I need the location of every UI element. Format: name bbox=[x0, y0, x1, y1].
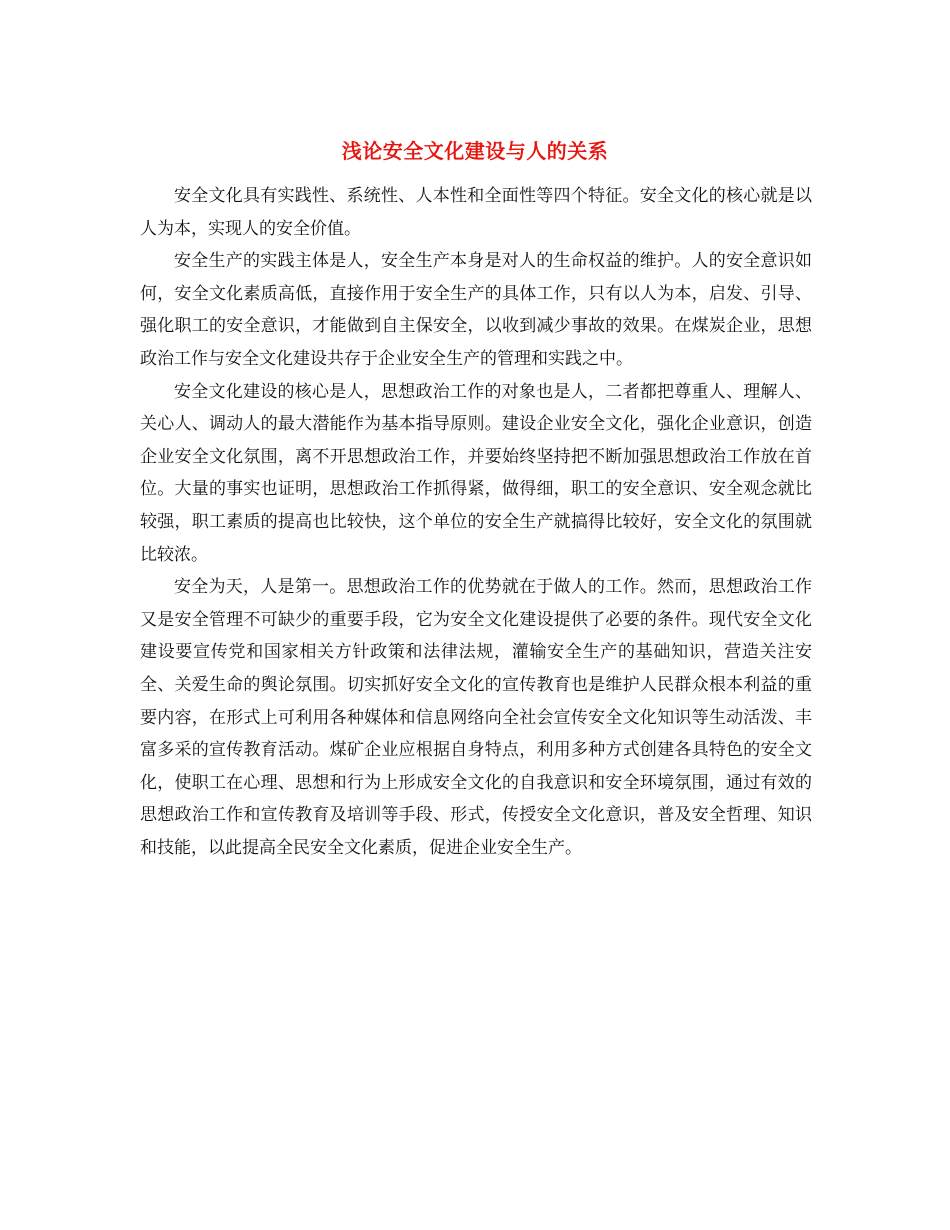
paragraph-4: 安全为天，人是第一。思想政治工作的优势就在于做人的工作。然而，思想政治工作又是安全管理不可缺少的重要手段，它为安全文化建设提供了必要的条件。现代安全文化建设要宣传党和国家相关方针政策和法律法规，灌输安全生产的基础知识，营造关注安全、关爱生命的舆论氛围。切实抓好安全文化的宣传教育也是维护人民群众根本利益的重要内容，在形式上可利用各种媒体和信息网络向全社会宣传安全文化知识等生动活泼、丰富多采的宣传教育活动。煤矿企业应根据自身特点，利用多种方式创建各具特色的安全文化，使职工在心理、思想和行为上形成安全文化的自我意识和安全环境氛围，通过有效的思想政治工作和宣传教育及培训等手段、形式，传授安全文化意识，普及安全哲理、知识和技能，以此提高全民安全文化素质，促进企业安全生产。 bbox=[140, 577, 812, 858]
paragraph-2: 安全生产的实践主体是人，安全生产本身是对人的生命权益的维护。人的安全意识如何，安全文化素质高低，直接作用于安全生产的具体工作，只有以人为本，启发、引导、强化职工的安全意识，才能做到自主保安全，以收到减少事故的效果。在煤炭企业，思想政治工作与安全文化建设共存于企业安全生产的管理和实践之中。 bbox=[140, 251, 812, 369]
paragraph-3: 安全文化建设的核心是人，思想政治工作的对象也是人，二者都把尊重人、理解人、关心人、调动人的最大潜能作为基本指导原则。建设企业安全文化，强化企业意识，创造企业安全文化氛围，离不开思想政治工作，并要始终坚持把不断加强思想政治工作放在首位。大量的事实也证明，思想政治工作抓得紧，做得细，职工的安全意识、安全观念就比较强，职工素质的提高也比较快，这个单位的安全生产就搞得比较好，安全文化的氛围就比较浓。 bbox=[140, 381, 812, 565]
paragraph-1: 安全文化具有实践性、系统性、人本性和全面性等四个特征。安全文化的核心就是以人为本，实现人的安全价值。 bbox=[140, 186, 812, 239]
document-body bbox=[140, 180, 812, 864]
document-title: 浅论安全文化建设与人的关系 bbox=[341, 139, 609, 164]
